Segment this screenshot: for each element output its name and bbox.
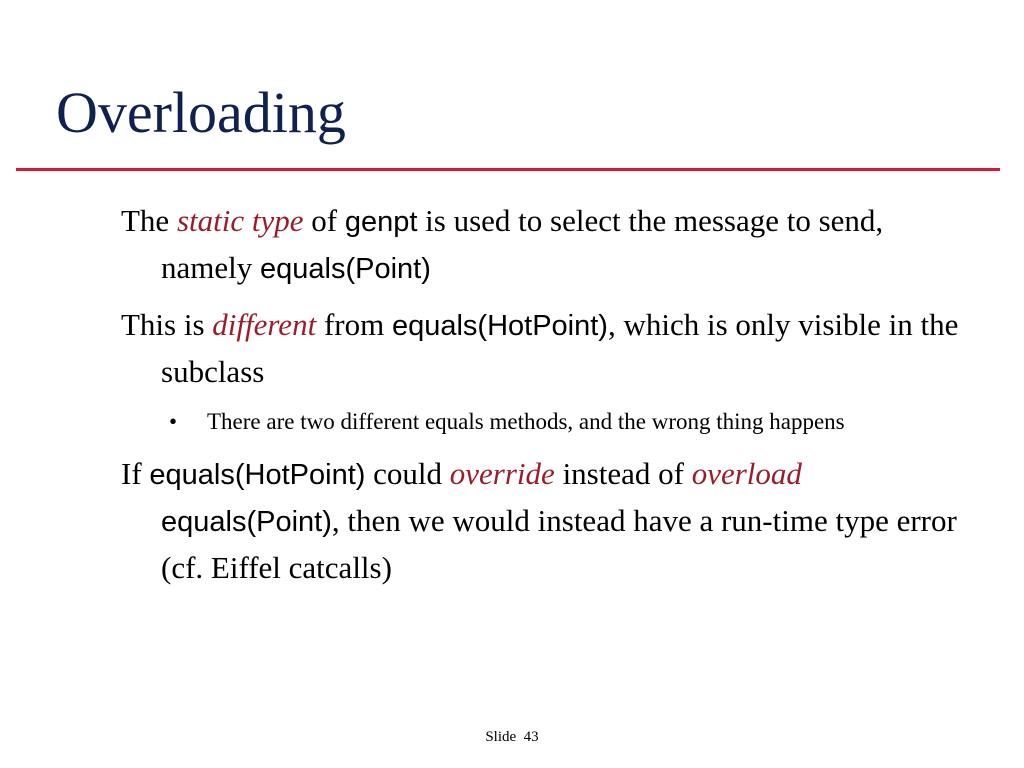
code-equals-point: equals(Point) [161,506,332,538]
slide-title: Overloading [56,80,346,145]
slide-number: 43 [523,729,539,745]
title-divider [16,168,1000,171]
bullet-override [121,451,971,591]
code-genpt: genpt [344,206,418,238]
text-run: instead of [554,456,692,491]
text-run: of [303,203,345,238]
bullet-dot: • [169,409,178,434]
emphasis-override: override [449,456,555,491]
text-run: The [121,203,177,238]
emphasis-overload: overload [691,456,802,491]
text-run: If [121,456,150,491]
footer-label: Slide [485,729,517,745]
emphasis-static-type: static type [176,203,304,238]
text-run: is used to select the message to send, namely [161,203,884,285]
text-run: This is [121,307,213,342]
code-equals-point: equals(Point) [260,253,431,285]
bullet-different [121,302,971,395]
code-equals-hotpoint: equals(HotPoint) [391,310,608,342]
sub-bullet-two-methods [169,405,971,439]
slide-body [121,198,971,601]
code-equals-hotpoint: equals(HotPoint) [149,459,366,491]
text-run: , then we would instead have a run-time type error (cf. Eiffel catcalls) [161,503,957,585]
sub-bullet-text: There are two different equals methods, and the wrong thing happens [207,409,845,434]
bullet-static-type [121,198,971,292]
slide-footer [0,727,1024,747]
text-run: could [365,456,450,491]
text-run: , which is only visible in the subclass [161,307,959,389]
text-run: from [316,307,392,342]
emphasis-different: different [212,307,317,342]
